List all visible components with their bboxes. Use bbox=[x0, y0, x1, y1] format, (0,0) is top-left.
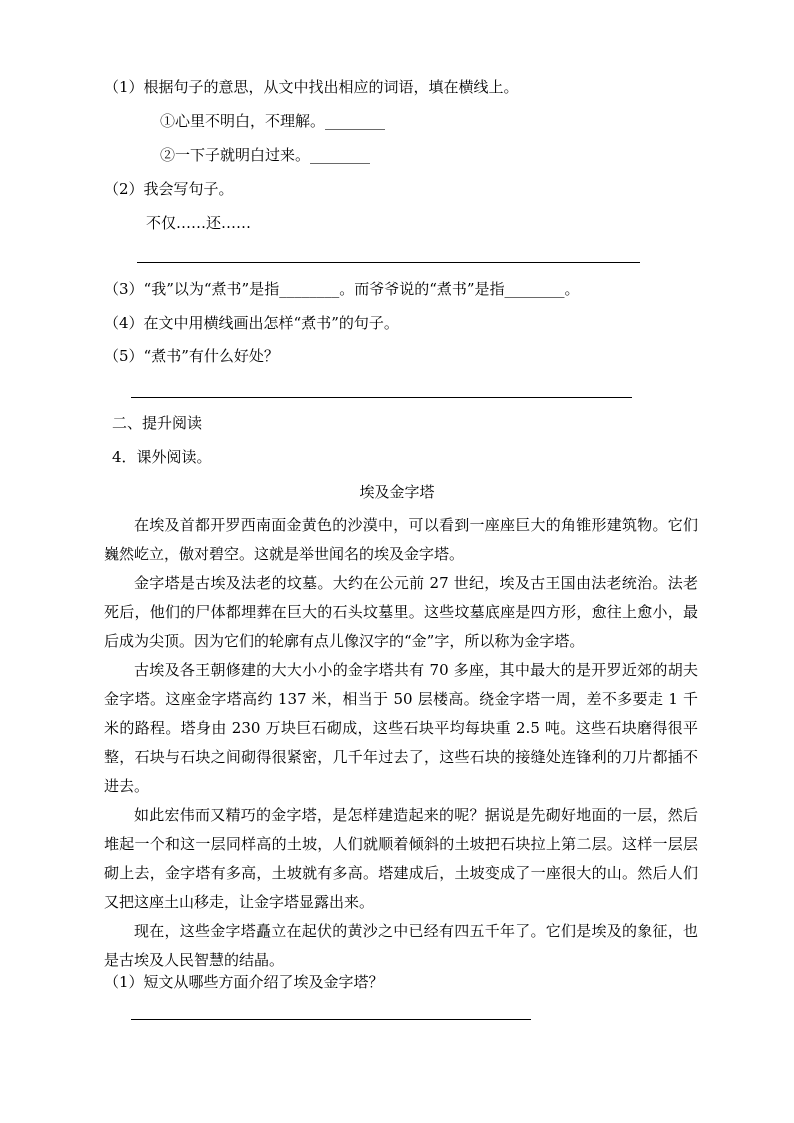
question-3: （3）“我”以为“煮书”是指________。而爷爷说的“煮书”是指________。 bbox=[104, 280, 580, 298]
article-paragraph: 如此宏伟而又精巧的金字塔，是怎样建造起来的呢？据说是先砌好地面的一层，然后堆起一个和这一层同样高的土坡，人们就顺着倾斜的土坡把石块拉上第二层。这样一层层砌上去，金字塔有多高，土坡就有多高。塔建成后，土坡变成了一座很大的山。然后人们又把这座土山移走，让金字塔显露出来。 bbox=[104, 806, 698, 911]
article-paragraph: 在埃及首都开罗西南面金黄色的沙漠中，可以看到一座座巨大的角锥形建筑物。它们巍然屹立，傲对碧空。这就是举世闻名的埃及金字塔。 bbox=[104, 516, 698, 563]
question-1-item-2: ②一下子就明白过来。________ bbox=[160, 146, 371, 164]
article-body bbox=[104, 511, 698, 975]
reading-item-label: 4．课外阅读。 bbox=[112, 448, 212, 466]
article-title: 埃及金字塔 bbox=[359, 483, 435, 501]
question-2-prompt: （2）我会写句子。 bbox=[104, 180, 234, 198]
question-1-item-1: ①心里不明白，不理解。________ bbox=[160, 112, 386, 130]
answer-line-q2 bbox=[137, 262, 640, 263]
answer-line-article-q1 bbox=[131, 1019, 531, 1020]
article-question-1: （1）短文从哪些方面介绍了埃及金字塔？ bbox=[104, 973, 384, 991]
question-1-prompt: （1）根据句子的意思，从文中找出相应的词语，填在横线上。 bbox=[104, 78, 519, 96]
question-2-pattern: 不仅……还…… bbox=[146, 214, 252, 232]
question-5: （5）“煮书”有什么好处？ bbox=[104, 347, 279, 365]
section-heading: 二、提升阅读 bbox=[112, 414, 203, 432]
article-paragraph: 金字塔是古埃及法老的坟墓。大约在公元前 27 世纪，埃及古王国由法老统治。法老死后，他们的尸体都埋葬在巨大的石头坟墓里。这些坟墓底座是四方形，愈往上愈小，最后成为尖顶。因为它们的轮廓有点儿像汉字的“金”字，所以称为金字塔。 bbox=[104, 574, 698, 650]
article-paragraph: 现在，这些金字塔矗立在起伏的黄沙之中已经有四五千年了。它们是埃及的象征，也是古埃及人民智慧的结晶。 bbox=[104, 922, 698, 969]
article-paragraph: 古埃及各王朝修建的大大小小的金字塔共有 70 多座，其中最大的是开罗近郊的胡夫金字塔。这座金字塔高约 137 米，相当于 50 层楼高。绕金字塔一周，差不多要走 1 千米的路程。塔身由 230 万块巨石砌成，这些石块平均每块重 2.5 吨。这些石块磨得很平整，石块与石块之间砌得很紧密，几千年过去了，这些石块的接缝处连锋利的刀片都插不进去。 bbox=[104, 661, 698, 795]
question-4: （4）在文中用横线画出怎样“煮书”的句子。 bbox=[104, 314, 399, 332]
answer-line-q5 bbox=[131, 397, 632, 398]
